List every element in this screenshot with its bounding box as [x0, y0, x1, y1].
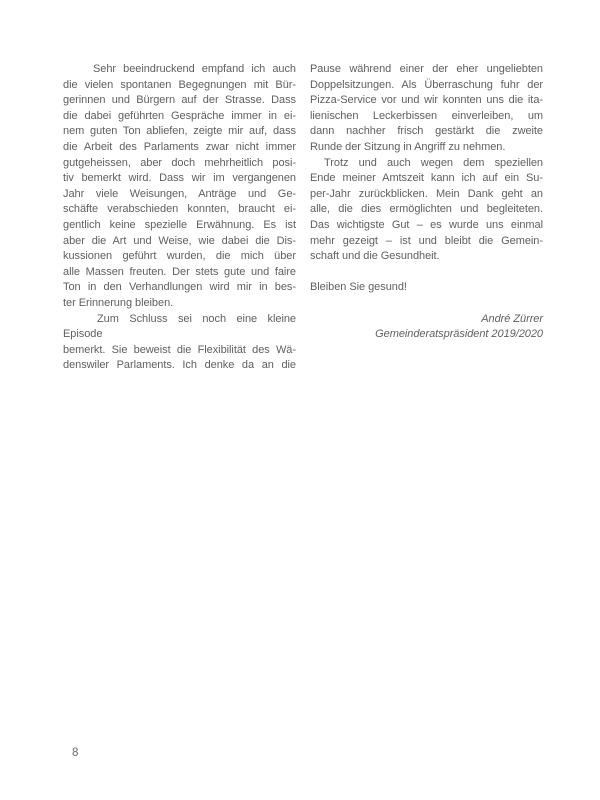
text-line: Ende meiner Amtszeit kann ich auf ein Su- — [310, 172, 543, 185]
text-line: lienischen Leckerbissen einverleiben, um — [310, 109, 543, 122]
text-line: Trotz und auch wegen dem speziellen — [324, 156, 543, 169]
text-line: gentlich keine spezielle Erwähnung. Es ist — [63, 218, 296, 231]
text-line: Doppelsitzungen. Als Überraschung fuhr der — [310, 78, 543, 91]
paragraph — [63, 62, 296, 312]
text-line: bemerkt. Sie beweist die Flexibilität des Wä- — [63, 343, 296, 356]
text-line: Sehr beeindruckend empfand ich auch — [93, 63, 296, 75]
paragraph — [310, 312, 543, 343]
text-line: dann nachher frisch gestärkt die zweite — [310, 125, 543, 138]
text-line: kussionen geführt wurden, die mich über — [63, 250, 296, 263]
paragraph — [310, 62, 543, 156]
text-line: alle, die dies ermöglichten und begleiteten. — [310, 203, 543, 216]
text-line: Zum Schluss sei noch eine kleine Episode — [63, 312, 296, 341]
text-line: die Arbeit des Parlaments zwar nicht immer — [63, 140, 296, 153]
text-line: gutgeheissen, aber doch mehrheitlich posi- — [63, 156, 296, 169]
text-column-right — [310, 62, 543, 343]
text-line: die vielen spontanen Begegnungen mit Bür- — [63, 78, 296, 91]
page-number: 8 — [72, 747, 79, 759]
paragraph — [310, 156, 543, 265]
text-line: André Zürrer — [481, 312, 543, 325]
text-line: tiv bemerkt wird. Dass wir im vergangenen — [63, 172, 296, 185]
text-line: nem guten Ton abliefen, zeigte mir auf, dass — [63, 125, 296, 138]
text-line: Pizza-Service vor und wir konnten uns die ita- — [310, 94, 543, 107]
text-column-left — [63, 62, 296, 374]
text-line: Pause während einer der eher ungeliebten — [310, 63, 543, 75]
text-line: Gemeinderatspräsident 2019/2020 — [375, 328, 543, 341]
text-line: Jahr viele Weisungen, Anträge und Ge- — [63, 187, 296, 200]
text-line: die dabei geführten Gespräche immer in ei- — [63, 109, 296, 122]
text-line: denswiler Parlaments. Ich denke da an die — [63, 359, 296, 372]
text-line: per-Jahr zurückblicken. Mein Dank geht an — [310, 187, 543, 200]
text-line: aber die Art und Weise, wie dabei die Dis- — [63, 234, 296, 247]
text-line: ter Erinnerung bleiben. — [63, 296, 174, 309]
text-line: Bleiben Sie gesund! — [310, 281, 407, 294]
paragraph — [310, 280, 543, 296]
text-line: Das wichtigste Gut – es wurde uns einmal — [310, 218, 543, 231]
paragraph — [63, 312, 296, 374]
text-line: Ton in den Verhandlungen wird mir in bes- — [63, 281, 296, 294]
text-line: mehr gezeigt – ist und bleibt die Gemein- — [310, 234, 543, 247]
text-line: schaft und die Gesundheit. — [310, 250, 440, 263]
text-line: schäfte verabschieden konnten, braucht ei- — [63, 203, 296, 216]
text-line: Runde der Sitzung in Angriff zu nehmen. — [310, 140, 506, 153]
text-line: gerinnen und Bürgern auf der Strasse. Dass — [63, 94, 296, 107]
text-line: alle Massen freuten. Der stets gute und faire — [63, 265, 296, 278]
